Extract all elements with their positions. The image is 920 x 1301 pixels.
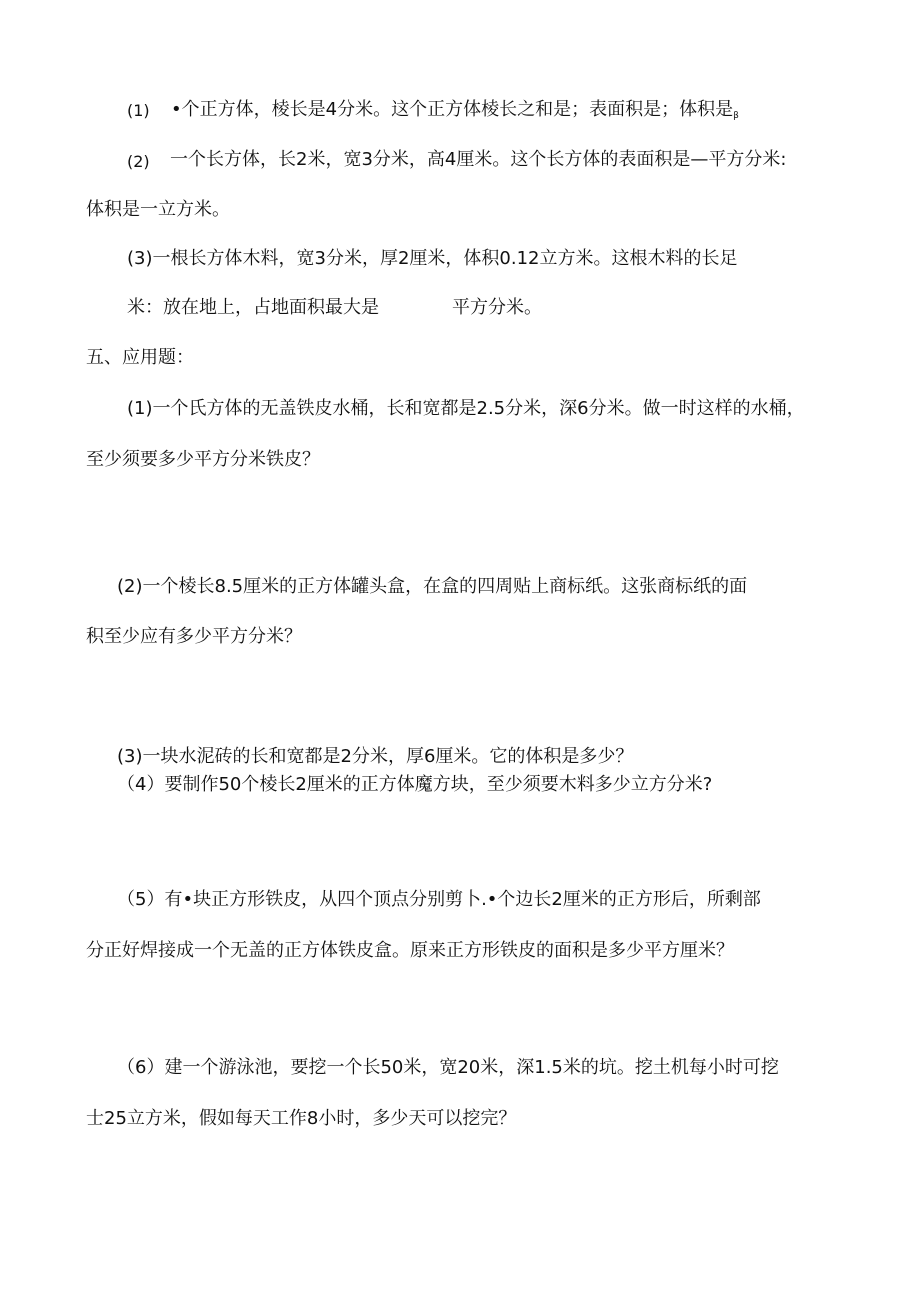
- problem-2-text: (2)一个棱长8.5厘米的正方体罐头盒，在盒的四周贴上商标纸。这张商标纸的面: [117, 576, 748, 597]
- section-heading: 五、应用题：: [86, 347, 194, 368]
- q1-number: (1): [127, 101, 150, 120]
- q3-continuation-b: 平方分米。: [452, 297, 542, 318]
- problem-4-text: （4）要制作50个棱长2厘米的正方体魔方块，至少须要木料多少立方分米?: [117, 774, 713, 795]
- problem-5-continuation: 分正好焊接成一个无盖的正方体铁皮盒。原来正方形铁皮的面积是多少平方厘米？: [86, 940, 734, 961]
- problem-6-continuation: 士25立方米，假如每天工作8小时，多少天可以挖完？: [86, 1108, 517, 1129]
- q1-text-main: •个正方体，棱长是4分米。这个正方体棱长之和是；表面积是；体积是: [171, 99, 734, 120]
- q2-number: (2): [127, 152, 150, 171]
- problem-6-text: （6）建一个游泳池，要挖一个长50米，宽20米，深1.5米的坑。挖土机每小时可挖: [117, 1057, 779, 1078]
- problem-1-continuation: 至少须要多少平方分米铁皮？: [86, 449, 320, 470]
- problem-2-continuation: 积至少应有多少平方分米？: [86, 626, 302, 647]
- q2-text: 一个长方体，长2米，宽3分米，高4厘米。这个长方体的表面积是—平方分米:: [170, 149, 787, 170]
- q2-continuation: 体积是一立方米。: [86, 199, 230, 220]
- q3-text: (3)一根长方体木料，宽3分米，厚2厘米，体积0.12立方米。这根木料的长足: [127, 248, 738, 269]
- q1-text: [171, 99, 739, 127]
- problem-5-text: （5）有•块正方形铁皮，从四个顶点分别剪卜.•个边长2厘米的正方形后，所剩部: [117, 889, 761, 910]
- problem-1-text: (1)一个氏方体的无盖铁皮水桶，长和宽都是2.5分米，深6分米。做一时这样的水桶，: [127, 398, 805, 419]
- q1-mark: β: [733, 111, 739, 121]
- problem-3-text: (3)一块水泥砖的长和宽都是2分米，厚6厘米。它的体积是多少？: [117, 746, 634, 767]
- q3-continuation-a: 米：放在地上，占地面积最大是: [127, 297, 379, 318]
